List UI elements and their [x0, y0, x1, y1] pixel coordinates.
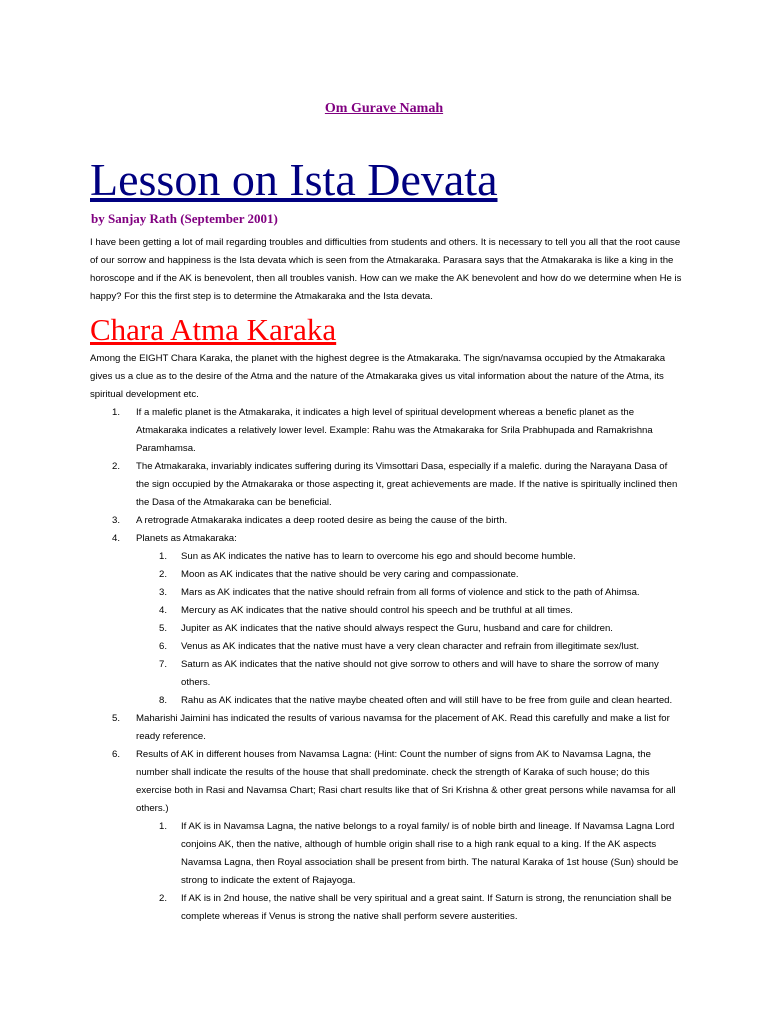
list-number: 2.	[112, 461, 121, 472]
sublist-item	[136, 656, 682, 692]
intro-paragraph: I have been getting a lot of mail regarding troubles and difficulties from students and others. It is necessary to tell you all that the root cause of our sorrow and happiness is the Ista devata which is seen from the Atmakaraka. Parasara says that the Atmakaraka is like a king in the horoscope and if the AK is benevolent, then all troubles vanish. How can we make the AK benevolent and how do we determine when He is happy? For this the first step is to determine the Atmakaraka and the Ista devata.	[90, 237, 682, 302]
sublist-number: 7.	[159, 659, 168, 670]
sublist-item	[136, 584, 682, 602]
main-list	[90, 404, 682, 926]
sublist-item	[136, 602, 682, 620]
planets-sublist	[136, 548, 682, 710]
sublist-number: 1.	[159, 821, 168, 832]
sublist-item-text: Jupiter as AK indicates that the native should always respect the Guru, husband and care for children.	[181, 623, 613, 634]
list-item	[90, 458, 682, 512]
sublist-number: 2.	[159, 569, 168, 580]
list-item-text: A retrograde Atmakaraka indicates a deep rooted desire as being the cause of the birth.	[136, 515, 508, 526]
sublist-item-text: Moon as AK indicates that the native should be very caring and compassionate.	[181, 569, 519, 580]
sublist-item-text: If AK is in Navamsa Lagna, the native belongs to a royal family/ is of noble birth and lineage. If Navamsa Lagna Lord conjoins AK, then the native, although of humble origin shall rise to a high rank equal to a king. If the AK aspects Navamsa Lagna, then Royal association shall be present from birth. The natural Karaka of 1st house (Sun) should be strong to indicate the extent of Rajayoga.	[181, 821, 679, 886]
sublist-item	[136, 638, 682, 656]
sublist-item	[136, 818, 682, 890]
sublist-item	[136, 566, 682, 584]
sublist-number: 2.	[159, 893, 168, 904]
sublist-item-text: Venus as AK indicates that the native must have a very clean character and refrain from illegitimate sex/lust.	[181, 641, 640, 652]
section-heading: Chara Atma Karaka	[90, 312, 337, 347]
sublist-number: 8.	[159, 695, 168, 706]
sublist-item	[136, 548, 682, 566]
list-item	[90, 512, 682, 530]
list-number: 3.	[112, 515, 121, 526]
sublist-item	[136, 620, 682, 638]
list-number: 6.	[112, 749, 121, 760]
list-number: 1.	[112, 407, 121, 418]
section-intro-paragraph: Among the EIGHT Chara Karaka, the planet with the highest degree is the Atmakaraka. The sign/navamsa occupied by the Atmakaraka gives us a clue as to the desire of the Atma and the nature of the Atmakaraka gives us vital information about the nature of the Atma, its spiritual development etc.	[90, 353, 666, 400]
list-item-text: The Atmakaraka, invariably indicates suffering during its Vimsottari Dasa, especially if a malefic. during the Narayana Dasa of the sign occupied by the Atmakaraka or those aspecting it, great achievements are made. If the native is spiritually inclined then the Dasa of the Atmakaraka can be beneficial.	[136, 461, 678, 508]
list-item	[90, 404, 682, 458]
sublist-number: 6.	[159, 641, 168, 652]
list-item-text: Results of AK in different houses from Navamsa Lagna: (Hint: Count the number of signs from AK to Navamsa Lagna, the number shall indicate the results of the house that shall predominate. check the strength of Karaka of such house; do this exercise both in Rasi and Navamsa Chart; Rasi chart results like that of Sri Krishna & other great persons while navamsa for all others.)	[136, 749, 676, 814]
sublist-number: 3.	[159, 587, 168, 598]
sublist-number: 1.	[159, 551, 168, 562]
list-item-text: If a malefic planet is the Atmakaraka, it indicates a high level of spiritual development whereas a benefic planet as the Atmakaraka indicates a relatively lower level. Example: Rahu was the Atmakaraka for Srila Prabhupada and Ramakrishna Paramhamsa.	[136, 407, 653, 454]
sublist-number: 5.	[159, 623, 168, 634]
list-item-text: Planets as Atmakaraka:	[136, 533, 237, 544]
list-number: 5.	[112, 713, 121, 724]
list-item-text: Maharishi Jaimini has indicated the results of various navamsa for the placement of AK. Read this carefully and make a list for ready reference.	[136, 713, 670, 742]
sublist-number: 4.	[159, 605, 168, 616]
list-item	[90, 530, 682, 710]
sublist-item	[136, 692, 682, 710]
sublist-item-text: Rahu as AK indicates that the native maybe cheated often and will still have to be free from guile and clean hearted.	[181, 695, 673, 706]
houses-sublist	[136, 818, 682, 926]
sublist-item	[136, 890, 682, 926]
sublist-item-text: Saturn as AK indicates that the native should not give sorrow to others and will have to share the sorrow of many others.	[181, 659, 659, 688]
list-number: 4.	[112, 533, 121, 544]
sublist-item-text: Mars as AK indicates that the native should refrain from all forms of violence and stick to the path of Ahimsa.	[181, 587, 640, 598]
list-item	[90, 710, 682, 746]
sublist-item-text: If AK is in 2nd house, the native shall be very spiritual and a great saint. If Saturn is strong, the renunciation shall be complete whereas if Venus is strong the native shall perform severe austerities.	[181, 893, 672, 922]
invocation-link[interactable]: Om Gurave Namah	[324, 101, 444, 116]
sublist-item-text: Mercury as AK indicates that the native should control his speech and be truthful at all times.	[181, 605, 573, 616]
author-byline: by Sanjay Rath (September 2001)	[91, 211, 278, 226]
sublist-item-text: Sun as AK indicates the native has to learn to overcome his ego and should become humble.	[181, 551, 576, 562]
list-item	[90, 746, 682, 926]
page-title: Lesson on Ista Devata	[90, 154, 498, 205]
